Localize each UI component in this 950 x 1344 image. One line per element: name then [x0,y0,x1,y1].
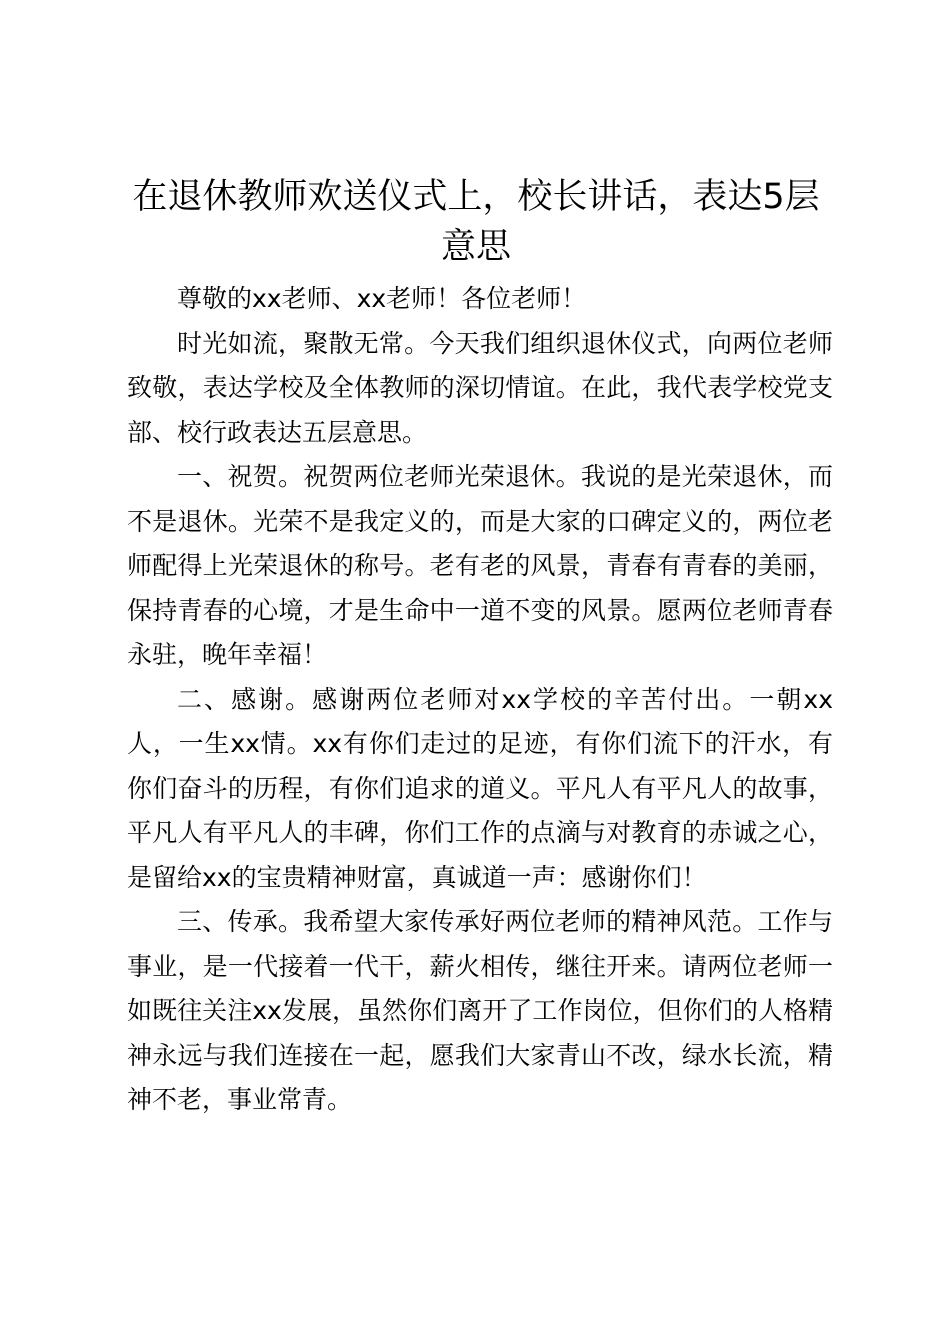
salutation-paragraph: 尊敬的xx老师、xx老师！各位老师！ [177,284,587,313]
congratulation-paragraph: 一、祝贺。祝贺两位老师光荣退休。我说的是光荣退休，而不是退休。光荣不是我定义的，而是大家的口碑定义的，两位老师配得上光荣退休的称号。老有老的风景，青春有青春的美丽，保持青春的心境，才是生命中一道不变的风景。愿两位老师青春永驻，晚年幸福！ [127,462,833,669]
document-title: 在退休教师欢送仪式上，校长讲话，表达5层意思 [132,177,820,267]
inheritance-paragraph: 三、传承。我希望大家传承好两位老师的精神风范。工作与事业，是一代接着一代干，薪火相传，继往开来。请两位老师一如既往关注xx发展，虽然你们离开了工作岗位，但你们的人格精神永远与我们连接在一起，愿我们大家青山不改，绿水长流，精神不老，事业常青。 [127,907,833,1114]
document-body [127,277,833,1123]
thanks-paragraph: 二、感谢。感谢两位老师对xx学校的辛苦付出。一朝xx人，一生xx情。xx有你们走过的足迹，有你们流下的汗水，有你们奋斗的历程，有你们追求的道义。平凡人有平凡人的故事，平凡人有平凡人的丰碑，你们工作的点滴与对教育的赤诚之心，是留给xx的宝贵精神财富，真诚道一声：感谢你们！ [127,684,833,892]
intro-paragraph: 时光如流，聚散无常。今天我们组织退休仪式，向两位老师致敬，表达学校及全体教师的深切情谊。在此，我代表学校党支部、校行政表达五层意思。 [127,328,833,447]
